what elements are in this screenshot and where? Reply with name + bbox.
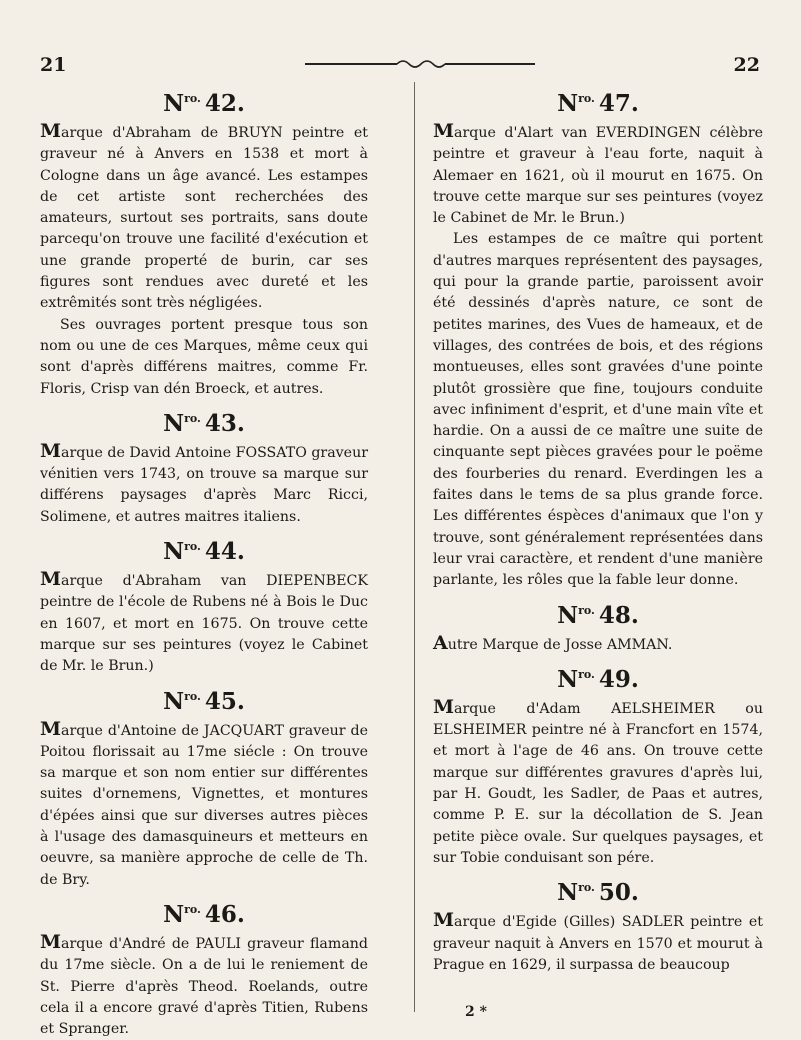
entry-text [433, 633, 763, 656]
left-column [40, 80, 368, 1040]
entry-text [433, 910, 763, 976]
entry-body: arque d'Abraham de BRUYN peintre et graveur né à Anvers en 1538 et mort à Cologne dans un âge avancé. Les estampes de cet artiste sont recherchées des amateurs, surtout ses portraits, sans doute parcequ'on trouve une facilité d'exécution et une grande properté de burin, car ses figures sont rendues avec dureté et les extrêmités sont très négligées. [40, 125, 368, 312]
entry-number-prefix: N [163, 90, 185, 117]
entry-number-value: 42. [204, 90, 245, 117]
column-divider [414, 82, 415, 1012]
right-column [433, 80, 763, 976]
entry-initial: M [40, 930, 62, 953]
entry-paragraph: Les estampes de ce maître qui portent d'autres marques représentent des paysages, qui pour la grande partie, paroissent avoir été dessinés d'après nature, ce sont de petites marines, des Vues de hameaux, et de villages, des contrées de bois, et des régions montueuses, elles sont gravées d'une pointe plutôt grossière que fine, toujours conduite avec infiniment d'esprit, et d'une main vîte et hardie. On a aussi de ce maître une suite de cinquante sept pièces gravées pour le poëme des fourberies du renard. Everdingen les a faites dans le tems de sa plus grande force. Les différentes éspèces d'animaux que l'on y trouve, sont généralement représentées dans leur vrai caractère, et rendent d'une manière parlante, les rôles que la fable leur donne. [433, 231, 763, 589]
entry-number-value: 43. [204, 409, 245, 437]
entry-number-prefix: N [163, 687, 185, 715]
entry-number-sup: ro. [184, 411, 201, 425]
entry-initial: M [40, 568, 62, 591]
entry-initial: M [40, 717, 62, 740]
entry-number-value: 50. [598, 879, 639, 907]
entry-body: arque d'Antoine de JACQUART graveur de Poitou florissait au 17me siécle : On trouve sa marque et son nom entier sur différentes suites d'ornemens, Vignettes, et montures d'épées ainsi que sur diverses autres pièces à l'usage des damasquineurs et metteurs en oeuvre, sa manière approche de celle de Th. de Bry. [40, 722, 368, 888]
entry-text [40, 121, 368, 315]
entry-body: arque d'Egide (Gilles) SADLER peintre et graveur naquit à Anvers en 1570 et mourut à Prague en 1629, il surpassa de beaucoup [433, 914, 763, 973]
entry-number-value: 45. [204, 687, 245, 715]
signature-mark: 2 * [465, 1004, 487, 1020]
entry-number-prefix: N [163, 538, 185, 566]
entry-initial: M [433, 909, 455, 932]
entry-number-prefix: N [557, 665, 579, 693]
entry-number-value: 48. [598, 601, 639, 629]
entry-body: arque d'Adam AELSHEIMER ou ELSHEIMER peintre né à Francfort en 1574, et mort à l'age de 46 ans. On trouve cette marque sur différentes gravures d'après lui, par H. Goudt, les Sadler, de Paas et autres, comme P. E. sur la décollation de S. Jean petite pièce ovale. Sur quelques paysages, et sur Tobie conduisant son pére. [433, 700, 763, 866]
entry-text [40, 569, 368, 677]
entry-body: utre Marque de Josse AMMAN. [447, 636, 673, 653]
entry-number [433, 662, 763, 693]
entry-number [40, 684, 368, 715]
page-header [40, 44, 760, 74]
entry-text [40, 719, 368, 891]
entry-number-sup: ro. [578, 92, 595, 105]
entry-number [40, 406, 368, 437]
entry-text [433, 121, 763, 229]
entry-number-sup: ro. [184, 540, 201, 554]
entry-number-value: 46. [204, 900, 245, 928]
entry-body: arque d'Alart van EVERDINGEN célèbre peintre et graveur à l'eau forte, naquit à Alemaer en 1621, où il mourut en 1675. On trouve cette marque sur ses peintures (voyez le Cabinet de Mr. le Brun.) [433, 125, 763, 227]
ornament-rule [305, 58, 535, 70]
entry-number-value: 47. [598, 90, 639, 117]
entry-number-sup: ro. [578, 881, 595, 895]
entry-initial: M [433, 695, 455, 718]
entry-number-sup: ro. [184, 689, 201, 703]
entry-number [433, 875, 763, 906]
entry-number [40, 897, 368, 928]
entry-number [40, 534, 368, 565]
entry-number-value: 49. [598, 665, 639, 693]
entry-number [40, 86, 368, 117]
entry-number-prefix: N [163, 900, 185, 928]
entry-initial: A [433, 631, 448, 654]
entry-text [433, 697, 763, 869]
entry-initial: M [40, 120, 62, 142]
entry-number-value: 44. [204, 538, 245, 566]
entry-number-prefix: N [557, 601, 579, 629]
entry-body: arque d'André de PAULI graveur flamand du 17me siècle. On a de lui le reniement de St. Pierre d'après Theod. Roelands, outre cela il a encore gravé d'après Titien, Rubens et Spranger. [40, 935, 368, 1038]
page-number-right: 22 [733, 54, 760, 76]
entry-text [40, 441, 368, 528]
entry-number-prefix: N [557, 90, 579, 117]
entry-text [40, 932, 368, 1040]
entry-paragraph: Ses ouvrages portent presque tous son nom ou une de ces Marques, même ceux qui sont d'après différens maitres, comme Fr. Floris, Crisp van dén Broeck, et autres. [40, 316, 368, 397]
entry-number [433, 598, 763, 629]
entry-number-sup: ro. [184, 92, 201, 105]
entry-body: arque de David Antoine FOSSATO graveur vénitien vers 1743, on trouve sa marque sur différens paysages d'après Marc Ricci, Solimene, et autres maitres italiens. [40, 444, 368, 525]
entry-body: arque d'Abraham van DIEPENBECK peintre de l'école de Rubens né à Bois le Duc en 1607, et mort en 1675. On trouve cette marque sur ses peintures (voyez le Cabinet de Mr. le Brun.) [40, 573, 368, 675]
entry-number-sup: ro. [578, 603, 595, 617]
page-number-left: 21 [40, 54, 67, 76]
entry-number-prefix: N [163, 409, 185, 437]
entry-number-prefix: N [557, 879, 579, 907]
entry-initial: M [40, 439, 62, 462]
entry-initial: M [433, 120, 455, 142]
entry-number [433, 86, 763, 117]
entry-number-sup: ro. [578, 667, 595, 681]
entry-number-sup: ro. [184, 902, 201, 916]
